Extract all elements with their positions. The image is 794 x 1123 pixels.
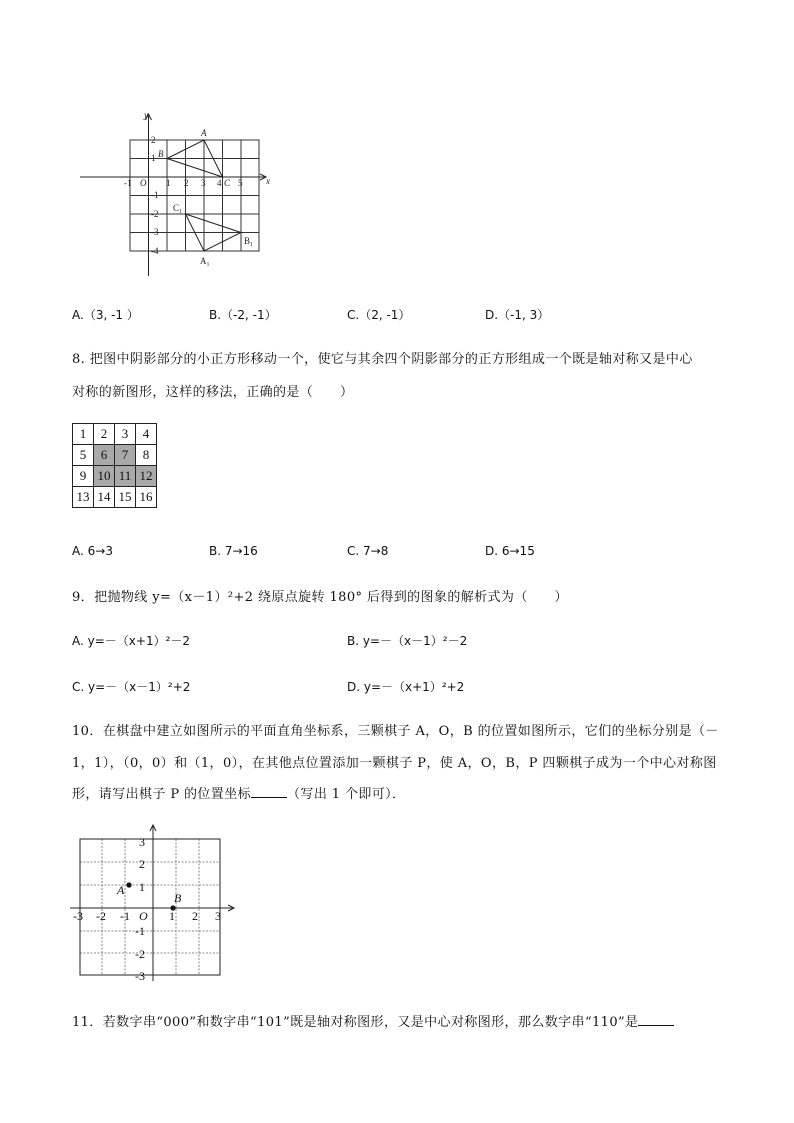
fig2-y-tick: -3 (135, 969, 145, 982)
fig1-y-tick: -1 (151, 190, 159, 200)
fig1-x-tick: 4 (217, 178, 222, 188)
fig1-y-tick: 2 (151, 135, 156, 145)
fig1-y-tick: -4 (151, 246, 159, 256)
grid-cell-shaded: 10 (94, 466, 115, 487)
q10-question-line-2: 1，1），（0，0）和（1，0），在其他点位置添加一颗棋子 P，使 A，O，B，P 四颗棋子成为一个中心对称图 (72, 756, 717, 771)
fig2-x-tick: -2 (96, 909, 106, 923)
q7-option-c[interactable]: C.（2, -1） (347, 308, 411, 322)
fig1-x-tick: 5 (238, 178, 243, 188)
fig2-y-tick: -1 (135, 924, 145, 938)
figure-2-chessboard-grid (70, 822, 240, 982)
fig1-x-tick: 1 (166, 178, 171, 188)
grid-cell: 15 (115, 487, 136, 508)
q8-square-grid (72, 423, 157, 508)
fig1-point-c1-label: C₁ (173, 203, 183, 213)
q11-question (72, 1011, 674, 1030)
q11-question-text: 11．若数字串“000”和数字串“101”既是轴对称图形，又是中心对称图形，那么数字串“110”是 (72, 1015, 639, 1030)
fig1-point-b1-label: B₁ (244, 236, 254, 246)
fig2-x-tick: -3 (73, 909, 83, 923)
fig2-origin-label: O (139, 909, 148, 923)
grid-cell: 8 (136, 445, 157, 466)
fig1-x-tick: 2 (184, 178, 189, 188)
q9-question: 9．把抛物线 y=（x－1）²+2 绕原点旋转 180° 后得到的图象的解析式为（ ） (72, 590, 568, 605)
grid-cell: 2 (94, 424, 115, 445)
q8-option-a[interactable]: A. 6→3 (72, 544, 113, 558)
grid-cell: 5 (73, 445, 94, 466)
fig2-x-tick: 2 (192, 909, 198, 923)
q10-question-line-1: 10．在棋盘中建立如图所示的平面直角坐标系，三颗棋子 A，O，B 的位置如图所示，它们的坐标分别是（－ (72, 724, 719, 739)
fig2-y-tick: -2 (135, 947, 145, 961)
q9-option-d[interactable]: D. y=－（x+1）²+2 (347, 680, 465, 694)
fig1-origin-label: O (140, 178, 147, 188)
q9-option-b[interactable]: B. y=－（x－1）²－2 (347, 634, 468, 648)
grid-cell-shaded: 11 (115, 466, 136, 487)
q8-option-b[interactable]: B. 7→16 (209, 544, 258, 558)
q7-option-d[interactable]: D.（-1, 3） (485, 308, 550, 322)
fig1-y-tick: -2 (151, 209, 159, 219)
q9-option-a[interactable]: A. y=－（x+1）²－2 (72, 634, 191, 648)
fig2-point-b-label: B (174, 891, 182, 905)
fig2-y-tick: 2 (139, 857, 145, 871)
q9-option-c[interactable]: C. y=－（x－1）²+2 (72, 680, 191, 694)
q11-answer-blank[interactable] (638, 1013, 674, 1026)
grid-cell-shaded: 12 (136, 466, 157, 487)
fig1-point-c-label: C (224, 178, 231, 188)
grid-cell: 1 (73, 424, 94, 445)
grid-cell: 13 (73, 487, 94, 508)
fig2-x-tick: -1 (120, 909, 130, 923)
q10-answer-blank[interactable] (251, 785, 287, 798)
q8-option-c[interactable]: C. 7→8 (347, 544, 389, 558)
q8-question-line-2: 对称的新图形，这样的移法，正确的是（ ） (72, 385, 354, 400)
fig1-y-tick: -3 (151, 227, 159, 237)
grid-cell: 16 (136, 487, 157, 508)
q8-option-d[interactable]: D. 6→15 (485, 544, 535, 558)
fig1-x-tick: -1 (124, 178, 132, 188)
grid-cell: 3 (115, 424, 136, 445)
fig2-x-tick: 1 (169, 909, 175, 923)
q8-question-line-1: 8. 把图中阴影部分的小正方形移动一个，使它与其余四个阴影部分的正方形组成一个既是轴对称又是中心 (72, 352, 693, 367)
q10-line-3-start: 形，请写出棋子 P 的位置坐标 (72, 787, 252, 802)
grid-cell-shaded: 6 (94, 445, 115, 466)
grid-cell: 9 (73, 466, 94, 487)
fig1-x-tick: 3 (201, 178, 206, 188)
fig2-y-tick: 3 (139, 835, 145, 849)
q7-option-a[interactable]: A.（3, -1 ） (72, 308, 139, 322)
fig1-y-axis-label: y (144, 110, 148, 120)
fig1-point-b-label: B (158, 149, 164, 159)
fig2-x-tick: 3 (215, 909, 221, 923)
q10-line-3-end: （写出 1 个即可）． (287, 787, 406, 802)
fig2-point-a-label: A (117, 883, 125, 897)
figure-1-triangle-rotation (78, 110, 278, 280)
grid-cell-shaded: 7 (115, 445, 136, 466)
grid-cell: 14 (94, 487, 115, 508)
fig1-point-a-label: A (201, 128, 207, 138)
q10-question-line-3 (72, 783, 405, 802)
fig1-x-axis-label: x (266, 176, 270, 186)
grid-cell: 4 (136, 424, 157, 445)
fig1-y-tick: 1 (151, 153, 156, 163)
fig1-point-a1-label: A₁ (200, 256, 210, 266)
fig2-y-tick: 1 (139, 880, 145, 894)
q7-option-b[interactable]: B.（-2, -1） (209, 308, 277, 322)
